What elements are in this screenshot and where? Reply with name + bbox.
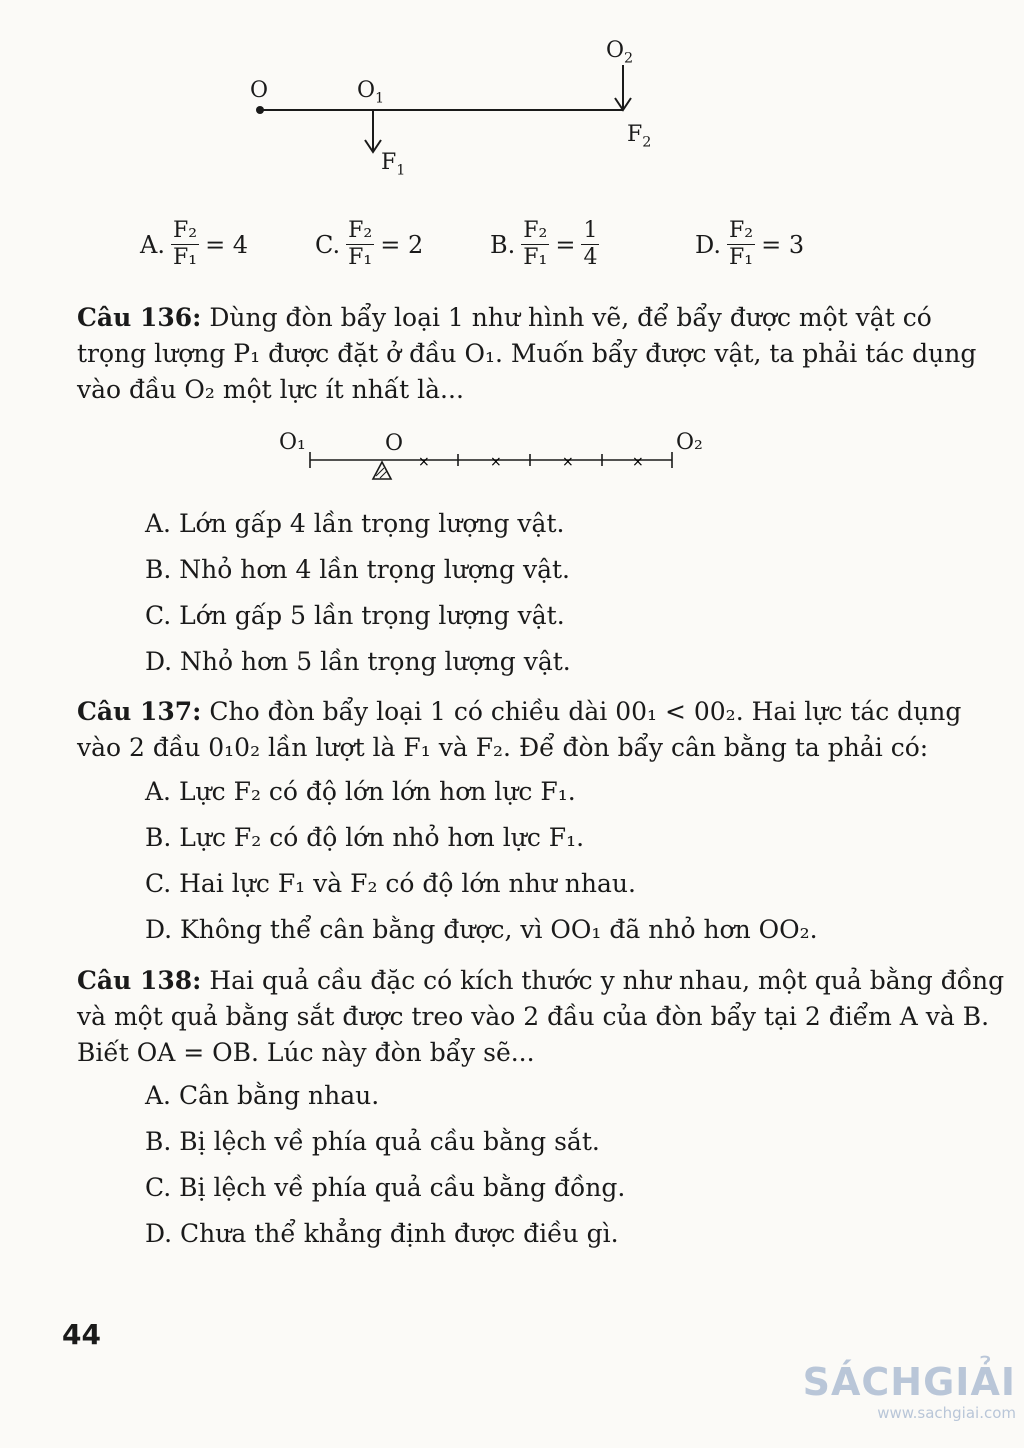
- question-label: Câu 136:: [77, 303, 202, 332]
- label-f2: $F_2$: [627, 122, 652, 151]
- svg-text:×: ×: [490, 454, 502, 470]
- answer-137-a: A. Lực F₂ có độ lớn lớn hơn lực F₁.: [145, 777, 576, 806]
- option-a: A. $\frac{\text{F₂}}{\text{F₁}}$ = 4: [140, 218, 249, 270]
- answer-138-c: C. Bị lệch về phía quả cầu bằng đồng.: [145, 1173, 626, 1202]
- answer-137-b: B. Lực F₂ có độ lớn nhỏ hơn lực F₁.: [145, 823, 585, 852]
- svg-text:×: ×: [418, 454, 430, 470]
- answer-136-c: C. Lớn gấp 5 lần trọng lượng vật.: [145, 601, 565, 630]
- answer-136-b: B. Nhỏ hơn 4 lần trọng lượng vật.: [145, 555, 570, 584]
- label-f1: $F_1$: [381, 150, 406, 179]
- answer-137-c: C. Hai lực F₁ và F₂ có độ lớn như nhau.: [145, 869, 636, 898]
- svg-text:×: ×: [562, 454, 574, 470]
- option-b: B. $\frac{\text{F₂}}{\text{F₁}}$ = $\frac{1}{4}$: [490, 218, 598, 270]
- answer-137-d: D. Không thể cân bằng được, vì OO₁ đã nhỏ hơn OO₂.: [145, 915, 818, 944]
- option-c: C. $\frac{\text{F₂}}{\text{F₁}}$ = 2: [315, 218, 424, 270]
- answer-138-d: D. Chưa thể khẳng định được điều gì.: [145, 1219, 619, 1248]
- watermark-logo: SÁCHGIẢI www.sachgiai.com: [802, 1360, 1016, 1422]
- question-label: Câu 137:: [77, 697, 202, 726]
- answer-138-a: A. Cân bằng nhau.: [145, 1081, 380, 1110]
- option-d: D. $\frac{\text{F₂}}{\text{F₁}}$ = 3: [695, 218, 805, 270]
- answer-136-d: D. Nhỏ hơn 5 lần trọng lượng vật.: [145, 647, 571, 676]
- answer-138-b: B. Bị lệch về phía quả cầu bằng sắt.: [145, 1127, 600, 1156]
- question-137: Câu 137: Cho đòn bẩy loại 1 có chiều dài 00₁ < 00₂. Hai lực tác dụng vào 2 đầu 0₁0₂ lần lượt là F₁ và F₂. Để đòn bẩy cân bằng ta phải có:: [77, 697, 962, 762]
- label-o1: $O_1$: [357, 78, 385, 107]
- answer-136-a: A. Lớn gấp 4 lần trọng lượng vật.: [145, 509, 565, 538]
- question-label: Câu 138:: [77, 966, 202, 995]
- question-138: Câu 138: Hai quả cầu đặc có kích thước y như nhau, một quả bằng đồng và một quả bằng sắt được treo vào 2 đầu của đòn bẩy tại 2 điểm A và B. Biết OA = OB. Lúc này đòn bẩy sẽ...: [77, 966, 1005, 1067]
- label-o2-right: O₂: [676, 430, 703, 455]
- label-o1-left: O₁: [279, 430, 306, 455]
- lever-pivot-figure: [300, 440, 680, 485]
- watermark-url: www.sachgiai.com: [877, 1404, 1016, 1422]
- fraction-options: [140, 218, 804, 271]
- label-pivot-o: O: [385, 431, 404, 456]
- label-o: O: [250, 78, 269, 103]
- page-number: 44: [62, 1318, 101, 1351]
- svg-text:×: ×: [632, 454, 644, 470]
- question-136: Câu 136: Dùng đòn bẩy loại 1 như hình vẽ, để bẩy được một vật có trọng lượng P₁ được đặt ở đầu O₁. Muốn bẩy được vật, ta phải tác dụng vào đầu O₂ một lực ít nhất là...: [77, 303, 977, 404]
- label-o2: $O_2$: [606, 38, 634, 67]
